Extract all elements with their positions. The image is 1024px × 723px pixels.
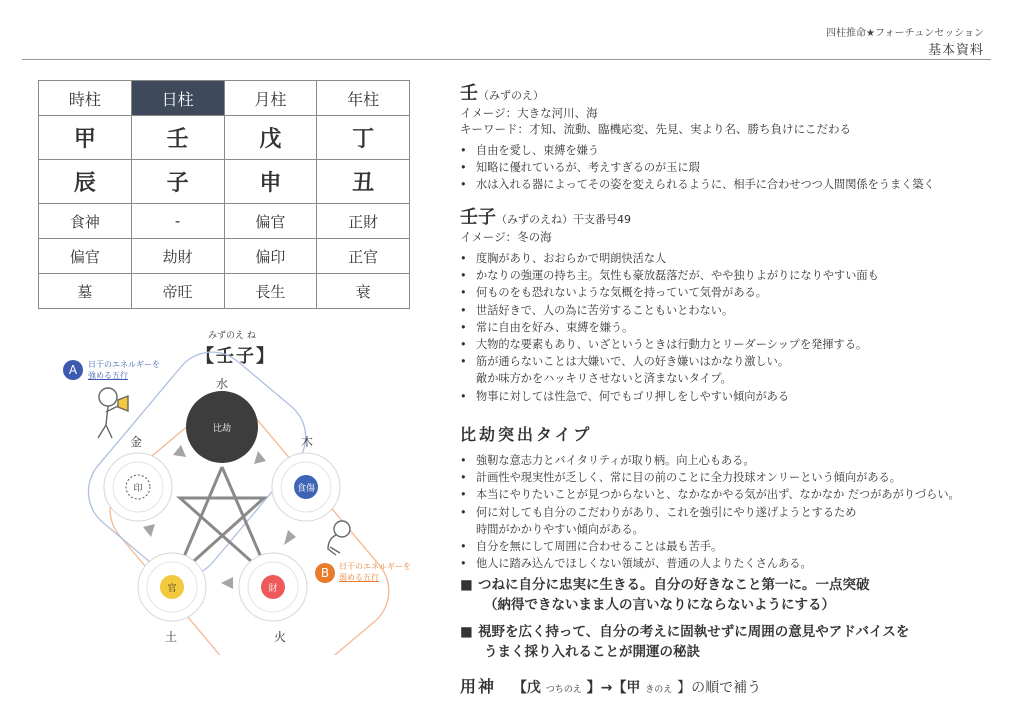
element-metal: 金 [130, 435, 143, 449]
note-strengthen: 日干のエネルギーを 強める五行 [88, 360, 160, 380]
list-item: • 何に対しても自分のこだわりがあり、これを強引にやり遂げようとするため [460, 504, 960, 521]
list-item: • 筋が通らないことは大嫌いで、人の好き嫌いはかなり激しい。 [460, 353, 879, 370]
table-cell: 長生 [224, 274, 317, 309]
list-item: • 計画性や現実性が乏しく、常に目の前のことに全力投球オンリーという傾向がある。 [460, 469, 960, 486]
element-wood: 木 [301, 435, 314, 449]
list-item: • 強靭な意志力とバイタリティが取り柄。向上心もある。 [460, 452, 960, 469]
arrow-water-wood [254, 451, 266, 464]
table-cell: 帝旺 [131, 274, 224, 309]
branches-row [39, 160, 410, 204]
advice-2: ■ 視野を広く持って、自分の考えに固執せずに周囲の意見やアドバイスを うまく採り入れることが開運の秘訣 [460, 624, 910, 660]
arrow-fire-earth [221, 577, 233, 589]
arrow-wood-fire [284, 530, 296, 545]
header-title: 基本資料 [927, 43, 984, 58]
advice-1: ■ つねに自分に忠実に生きる。自分の好きなこと第一に。一点突破 （納得できないまま人の言いなりにならないようにする） [460, 577, 870, 613]
header-divider [22, 59, 991, 60]
s2-kana: （みずのえね）干支番号49 [496, 213, 631, 226]
table-cell: 申 [224, 160, 317, 204]
header-year-pillar: 年柱 [317, 81, 410, 116]
table-cell: 戊 [224, 116, 317, 160]
section-mizunoene [460, 203, 879, 405]
table-cell: 墓 [39, 274, 132, 309]
table-cell: 子 [131, 160, 224, 204]
four-pillars-table [38, 80, 410, 309]
s1-image: イメージ：大きな河川、海 [460, 106, 598, 120]
list-item: • 水は入れる器によってその姿を変えられるように、相手に合わせつつ人間関係をうまく築く [460, 176, 935, 193]
s2-bullets-last [460, 388, 879, 405]
element-earth: 土 [165, 630, 178, 644]
s3-continuation: 時間がかかりやすい傾向がある。 [476, 522, 644, 536]
diagram-title: 【壬子】 [196, 346, 276, 367]
badge-b: B [315, 563, 335, 583]
stages-row [39, 274, 410, 309]
list-item: • 常に自由を好み、束縛を嫌う。 [460, 319, 879, 336]
section-mizunoe [460, 79, 935, 194]
list-item: • 世話好きで、人の為に苦労することもいとわない。 [460, 302, 879, 319]
s1-keyword: キーワード：才知、流動、臨機応変、先見、実より名、勝ち負けにこだわる [460, 122, 851, 136]
yojin-label: 用神 [460, 677, 497, 696]
s1-bullets [460, 142, 935, 194]
table-cell: 偏印 [224, 239, 317, 274]
list-item: • 度胸があり、おおらかで明朗快活な人 [460, 250, 879, 267]
label-hikou: 比劫 [212, 424, 232, 434]
s2-bullets [460, 250, 879, 370]
list-item: • 自分を無にして周囲に合わせることは最も苦手。 [460, 538, 960, 555]
label-zai: 財 [268, 584, 278, 594]
element-fire: 火 [274, 630, 287, 644]
stars1-row [39, 204, 410, 239]
table-cell: 甲 [39, 116, 132, 160]
table-cell: 丑 [317, 160, 410, 204]
table-header-row [39, 81, 410, 116]
table-cell: 偏官 [39, 239, 132, 274]
person-crouching-icon [328, 521, 350, 555]
person-cheering-icon [98, 388, 128, 438]
stems-row [39, 116, 410, 160]
five-elements-diagram [40, 325, 440, 655]
arrow-earth-metal [143, 524, 155, 537]
label-shokushou: 食傷 [296, 484, 316, 494]
s2-kanji: 壬子 [460, 207, 496, 228]
label-kan: 官 [167, 584, 177, 594]
advice-block [460, 575, 909, 662]
badge-a: A [63, 360, 83, 380]
s1-kana: （みずのえ） [478, 89, 544, 102]
list-item: • 自由を愛し、束縛を嫌う [460, 142, 935, 159]
arrow-metal-water [173, 445, 186, 457]
s2-continuation: 敵か味方かをハッキリさせないと済まないタイプ。 [476, 372, 732, 386]
list-item: • 他人に踏み込んでほしくない領域が、普通の人よりたくさんある。 [460, 555, 960, 572]
table-cell: 壬 [131, 116, 224, 160]
table-cell: 劫財 [131, 239, 224, 274]
s3-title: 比劫突出タイプ [460, 425, 593, 444]
list-item: • 本当にやりたいことが見つからないと、なかなかやる気が出ず、なかなか だつがあがりづらい。 [460, 486, 960, 503]
list-item: • 知略に優れているが、考えすぎるのが玉に瑕 [460, 159, 935, 176]
table-cell: 偏官 [224, 204, 317, 239]
list-item: • 何ものをも恐れないような気概を持っていて気骨がある。 [460, 284, 879, 301]
header-day-pillar: 日柱 [131, 81, 224, 116]
list-item: • かなりの強運の持ち主。気性も豪放磊落だが、やや独りよがりになりやすい面も [460, 267, 879, 284]
table-cell: 正財 [317, 204, 410, 239]
yojin-line: 用神 【戊 つちのえ 】→【甲 きのえ 】の順で補う [460, 677, 762, 696]
table-cell: 正官 [317, 239, 410, 274]
header-hour-pillar: 時柱 [39, 81, 132, 116]
header-subtitle: 四柱推命★フォーチュンセッション [826, 28, 984, 39]
table-cell: 衰 [317, 274, 410, 309]
table-cell: 丁 [317, 116, 410, 160]
list-item: • 物事に対しては性急で、何でもゴリ押しをしやすい傾向がある [460, 388, 879, 405]
s2-image: イメージ：冬の海 [460, 230, 552, 244]
table-cell: - [131, 204, 224, 239]
header-month-pillar: 月柱 [224, 81, 317, 116]
note-weaken: 日干のエネルギーを 弱める五行 [339, 562, 411, 582]
label-in: 印 [133, 484, 143, 494]
diagram-ruby: みずのえ ね [208, 331, 256, 341]
section-hikou-type [460, 422, 960, 572]
stars2-row [39, 239, 410, 274]
s3-bullets [460, 452, 960, 521]
table-cell: 食神 [39, 204, 132, 239]
element-water: 水 [216, 377, 229, 391]
s3-bullets-b [460, 538, 960, 572]
table-cell: 辰 [39, 160, 132, 204]
list-item: • 大物的な要素もあり、いざというときは行動力とリーダーシップを発揮する。 [460, 336, 879, 353]
s1-kanji: 壬 [460, 83, 478, 104]
